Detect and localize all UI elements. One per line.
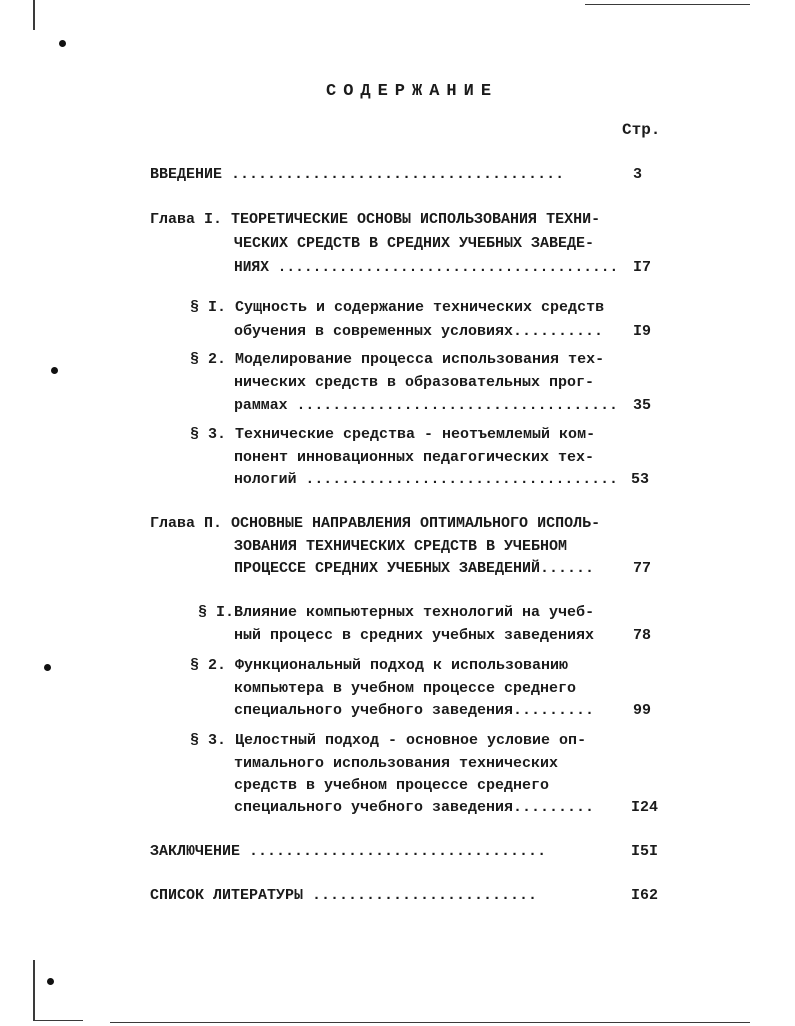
toc-page-number: 53 (631, 471, 650, 488)
toc-line: раммах .................................... (234, 397, 618, 414)
toc-line: Глава П. ОСНОВНЫЕ НАПРАВЛЕНИЯ ОПТИМАЛЬНОГО ИСПОЛЬ- (150, 515, 601, 532)
toc-line: ПРОЦЕССЕ СРЕДНИХ УЧЕБНЫХ ЗАВЕДЕНИЙ...... (234, 560, 595, 577)
toc-page-number: 3 (633, 166, 643, 183)
punch-hole (51, 367, 58, 374)
toc-page-number: I24 (631, 799, 659, 816)
toc-line: нических средств в образовательных прог- (234, 374, 595, 391)
toc-page-number: I7 (633, 259, 652, 276)
toc-line: тимального использования технических (234, 755, 559, 772)
toc-line: СПИСОК ЛИТЕРАТУРЫ ......................... (150, 887, 538, 904)
toc-line: средств в учебном процессе среднего (234, 777, 550, 794)
toc-line: понент инновационных педагогических тех- (234, 449, 595, 466)
toc-line: обучения в современных условиях.......... (234, 323, 604, 340)
toc-page-number: I62 (631, 887, 659, 904)
toc-line: § 3. Технические средства - неотъемлемый ком- (190, 426, 596, 443)
toc-line: § I.Влияние компьютерных технологий на учеб- (198, 604, 595, 621)
toc-line: § I. Сущность и содержание технических средств (190, 299, 605, 316)
scan-edge-bottom (33, 1020, 83, 1021)
toc-page-number: 35 (633, 397, 652, 414)
toc-line: ЧЕСКИХ СРЕДСТВ В СРЕДНИХ УЧЕБНЫХ ЗАВЕДЕ- (234, 235, 595, 252)
toc-page-number: 78 (633, 627, 652, 644)
toc-page-number: I9 (633, 323, 652, 340)
toc-line: ЗАКЛЮЧЕНИЕ ................................. (150, 843, 547, 860)
scan-edge-left-bottom (33, 960, 35, 1020)
toc-page-number: 77 (633, 560, 652, 577)
toc-page-number: 99 (633, 702, 652, 719)
toc-page-number: I5I (631, 843, 659, 860)
toc-line: § 2. Функциональный подход к использованию (190, 657, 569, 674)
toc-line: ВВЕДЕНИЕ ..................................... (150, 166, 565, 183)
punch-hole (59, 40, 66, 47)
toc-line: ЗОВАНИЯ ТЕХНИЧЕСКИХ СРЕДСТВ В УЧЕБНОМ (234, 538, 568, 555)
toc-line: компьютера в учебном процессе среднего (234, 680, 577, 697)
toc-line: § 3. Целостный подход - основное условие оп- (190, 732, 587, 749)
page-column-header: Стр. (622, 121, 661, 139)
scan-edge-top (585, 4, 750, 5)
toc-line: Глава I. ТЕОРЕТИЧЕСКИЕ ОСНОВЫ ИСПОЛЬЗОВАНИЯ ТЕХНИ- (150, 211, 601, 228)
scan-edge-bottom-right (110, 1022, 750, 1023)
toc-line: специального учебного заведения......... (234, 799, 595, 816)
toc-line: специального учебного заведения......... (234, 702, 595, 719)
punch-hole (47, 978, 54, 985)
toc-line: ный процесс в средних учебных заведениях (234, 627, 595, 644)
punch-hole (44, 664, 51, 671)
toc-line: нологий ................................... (234, 471, 618, 488)
toc-line: НИЯХ ....................................... (234, 259, 619, 276)
scan-edge-left (33, 0, 35, 30)
toc-line: § 2. Моделирование процесса использования тех- (190, 351, 605, 368)
page-title: СОДЕРЖАНИЕ (326, 82, 499, 101)
